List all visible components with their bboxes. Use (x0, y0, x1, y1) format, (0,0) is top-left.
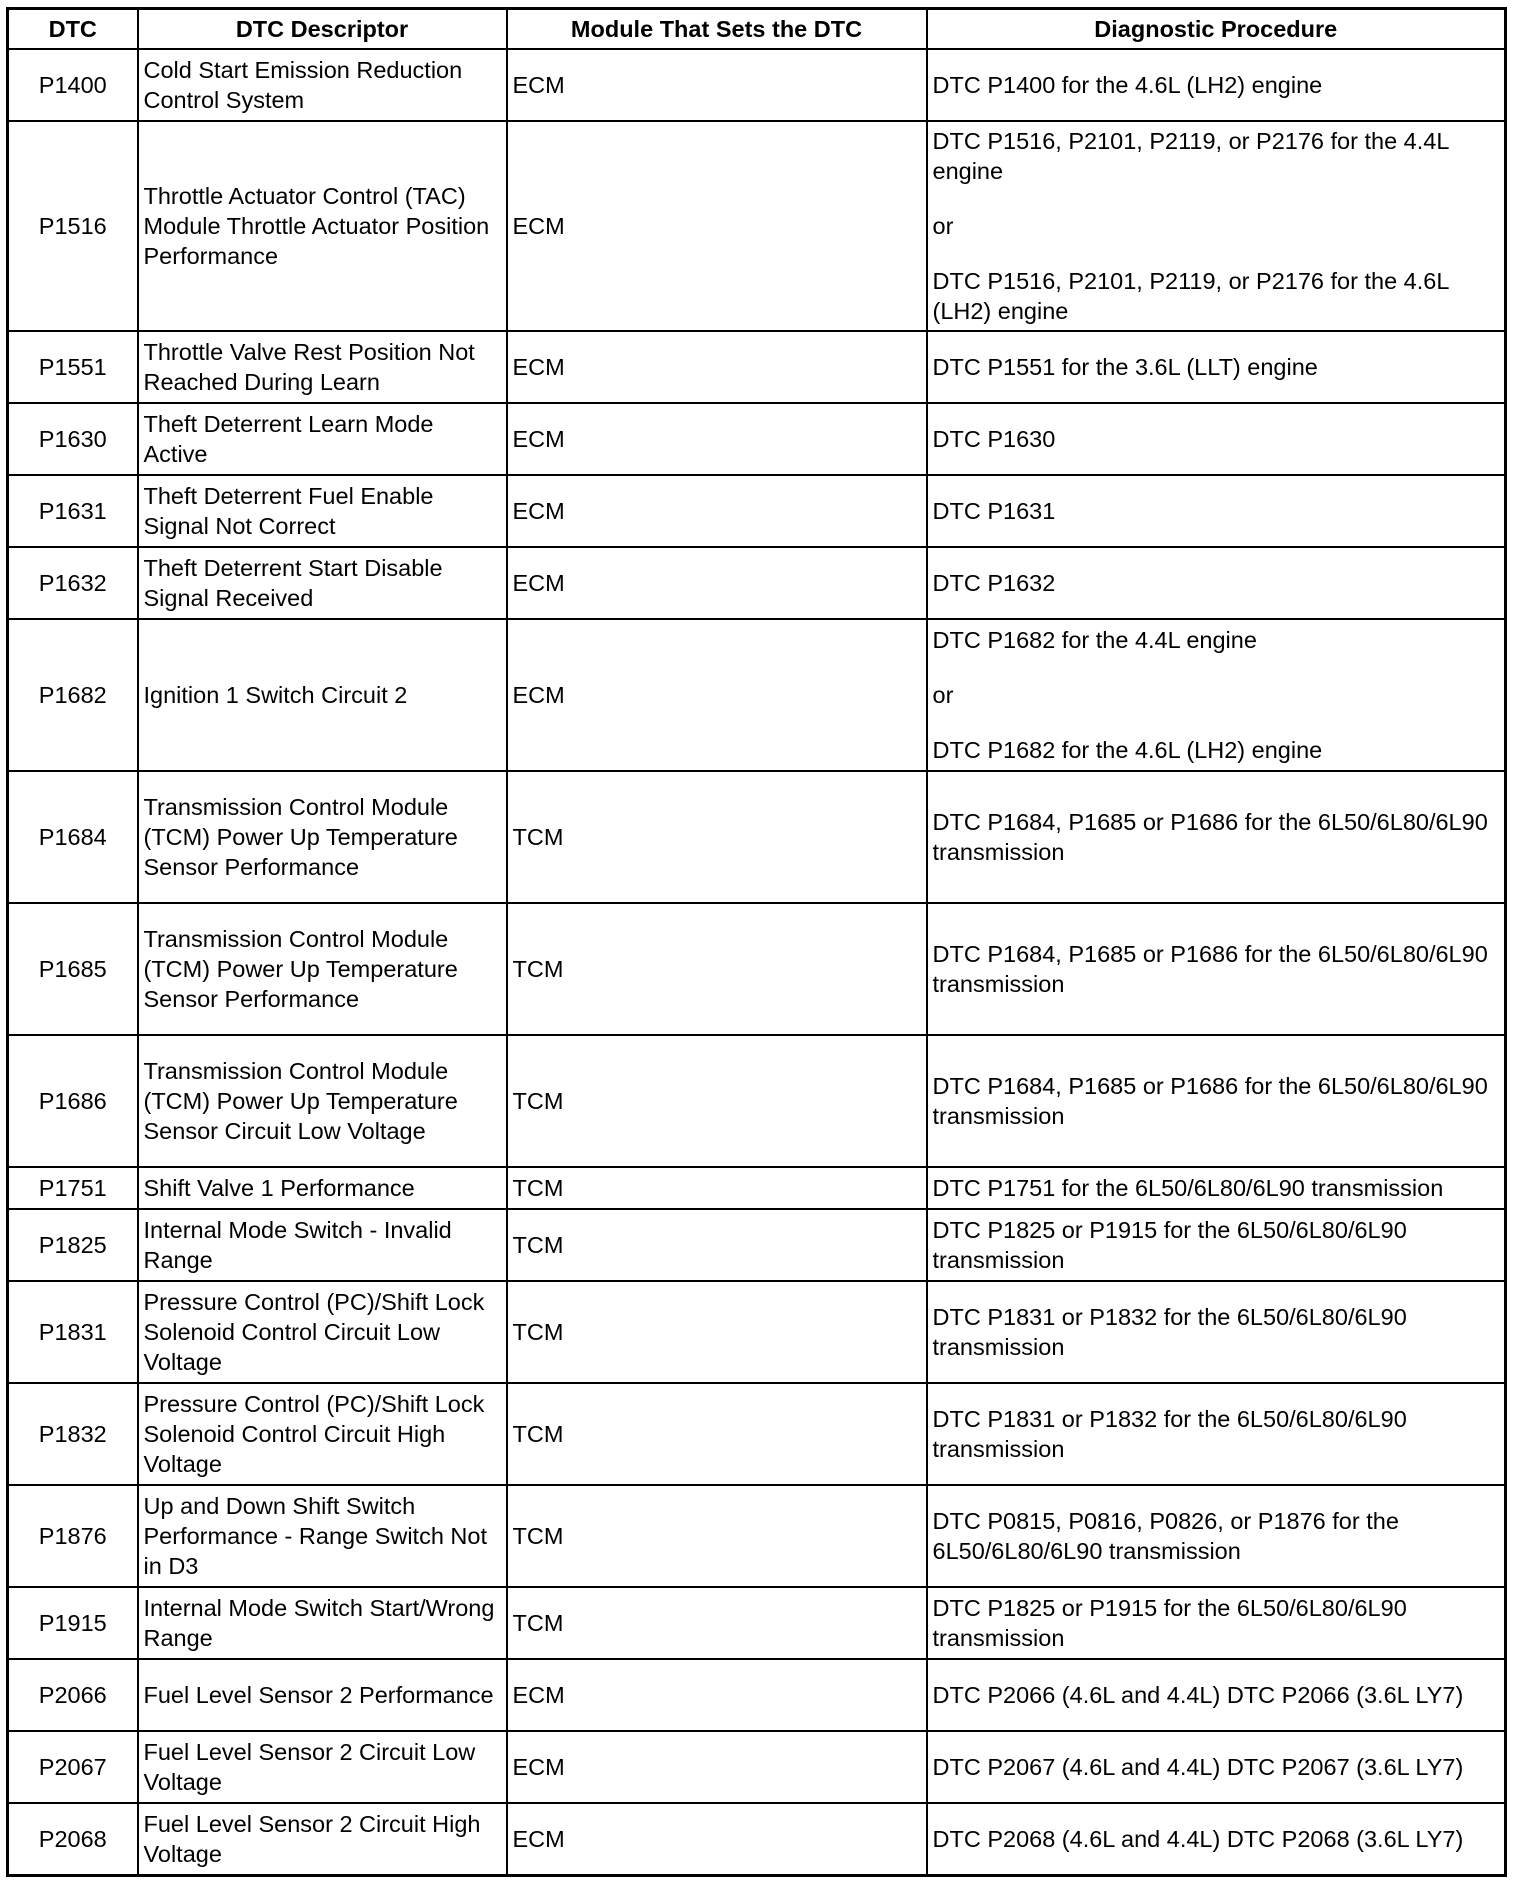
module-cell: ECM (507, 619, 927, 771)
procedure-text: DTC P1632 (932, 570, 1056, 596)
dtc-descriptor-cell: Fuel Level Sensor 2 Performance (138, 1659, 507, 1731)
dtc-code-cell: P1876 (8, 1485, 138, 1587)
table-row (8, 1485, 1506, 1587)
procedure-spacer (933, 186, 1500, 211)
dtc-descriptor-cell: Pressure Control (PC)/Shift Lock Solenoid Control Circuit High Voltage (138, 1383, 507, 1485)
diagnostic-procedure-cell (927, 331, 1506, 403)
dtc-code-cell: P1516 (8, 121, 138, 331)
dtc-descriptor-cell: Transmission Control Module (TCM) Power Up Temperature Sensor Performance (138, 903, 507, 1035)
dtc-code-cell: P1825 (8, 1209, 138, 1281)
procedure-text: DTC P1684, P1685 or P1686 for the 6L50/6L80/6L90 transmission (932, 809, 1488, 865)
procedure-text: DTC P1682 for the 4.4L engine (932, 627, 1257, 653)
table-row (8, 403, 1506, 475)
diagnostic-procedure-cell (927, 547, 1506, 619)
dtc-descriptor-cell: Cold Start Emission Reduction Control System (138, 49, 507, 121)
dtc-code-cell: P1682 (8, 619, 138, 771)
dtc-descriptor-cell: Shift Valve 1 Performance (138, 1167, 507, 1209)
table-row (8, 1035, 1506, 1167)
module-cell: ECM (507, 403, 927, 475)
diagnostic-procedure-cell (927, 475, 1506, 547)
module-cell: TCM (507, 1035, 927, 1167)
dtc-descriptor-cell: Internal Mode Switch Start/Wrong Range (138, 1587, 507, 1659)
procedure-spacer (933, 241, 1500, 266)
diagnostic-procedure-cell (927, 1659, 1506, 1731)
module-cell: TCM (507, 1209, 927, 1281)
dtc-descriptor-cell: Ignition 1 Switch Circuit 2 (138, 619, 507, 771)
dtc-table-body (8, 49, 1506, 1875)
dtc-code-cell: P1631 (8, 475, 138, 547)
module-cell: ECM (507, 475, 927, 547)
procedure-text: DTC P0815, P0816, P0826, or P1876 for the 6L50/6L80/6L90 transmission (932, 1508, 1399, 1564)
dtc-table-container (6, 7, 1504, 1877)
dtc-code-cell: P2068 (8, 1803, 138, 1875)
header-module: Module That Sets the DTC (507, 9, 927, 50)
dtc-code-cell: P1832 (8, 1383, 138, 1485)
header-diagnostic-procedure: Diagnostic Procedure (927, 9, 1506, 50)
table-row (8, 1587, 1506, 1659)
procedure-text: DTC P1825 or P1915 for the 6L50/6L80/6L90 transmission (932, 1217, 1407, 1273)
dtc-code-cell: P1915 (8, 1587, 138, 1659)
dtc-code-cell: P1632 (8, 547, 138, 619)
dtc-code-cell: P2067 (8, 1731, 138, 1803)
dtc-descriptor-cell: Throttle Actuator Control (TAC) Module Throttle Actuator Position Performance (138, 121, 507, 331)
dtc-descriptor-cell: Theft Deterrent Learn Mode Active (138, 403, 507, 475)
table-row (8, 619, 1506, 771)
table-row (8, 121, 1506, 331)
procedure-text: or (932, 213, 954, 239)
dtc-table (6, 7, 1507, 1877)
dtc-descriptor-cell: Throttle Valve Rest Position Not Reached During Learn (138, 331, 507, 403)
module-cell: TCM (507, 1485, 927, 1587)
diagnostic-procedure-cell (927, 619, 1506, 771)
dtc-descriptor-cell: Transmission Control Module (TCM) Power Up Temperature Sensor Circuit Low Voltage (138, 1035, 507, 1167)
diagnostic-procedure-cell (927, 121, 1506, 331)
dtc-descriptor-cell: Theft Deterrent Start Disable Signal Received (138, 547, 507, 619)
procedure-text: DTC P1551 for the 3.6L (LLT) engine (932, 354, 1318, 380)
table-row (8, 547, 1506, 619)
diagnostic-procedure-cell (927, 903, 1506, 1035)
module-cell: TCM (507, 1167, 927, 1209)
diagnostic-procedure-cell (927, 1731, 1506, 1803)
module-cell: ECM (507, 547, 927, 619)
table-row (8, 1383, 1506, 1485)
procedure-text: DTC P1630 (932, 426, 1056, 452)
diagnostic-procedure-cell (927, 1035, 1506, 1167)
dtc-code-cell: P1686 (8, 1035, 138, 1167)
header-dtc-descriptor: DTC Descriptor (138, 9, 507, 50)
procedure-text: DTC P1831 or P1832 for the 6L50/6L80/6L90 transmission (932, 1406, 1407, 1462)
table-row (8, 475, 1506, 547)
dtc-descriptor-cell: Pressure Control (PC)/Shift Lock Solenoid Control Circuit Low Voltage (138, 1281, 507, 1383)
procedure-text: DTC P1684, P1685 or P1686 for the 6L50/6L80/6L90 transmission (932, 941, 1488, 997)
module-cell: TCM (507, 771, 927, 903)
procedure-text: DTC P1825 or P1915 for the 6L50/6L80/6L90 transmission (932, 1595, 1407, 1651)
header-row (8, 9, 1506, 50)
diagnostic-procedure-cell (927, 771, 1506, 903)
dtc-code-cell: P1400 (8, 49, 138, 121)
diagnostic-procedure-cell (927, 403, 1506, 475)
dtc-code-cell: P1630 (8, 403, 138, 475)
diagnostic-procedure-cell (927, 1485, 1506, 1587)
procedure-text: DTC P1516, P2101, P2119, or P2176 for the 4.4L engine (932, 128, 1449, 184)
module-cell: ECM (507, 1659, 927, 1731)
dtc-descriptor-cell: Theft Deterrent Fuel Enable Signal Not Correct (138, 475, 507, 547)
table-row (8, 331, 1506, 403)
module-cell: TCM (507, 1281, 927, 1383)
dtc-code-cell: P1551 (8, 331, 138, 403)
diagnostic-procedure-cell (927, 49, 1506, 121)
table-row (8, 903, 1506, 1035)
procedure-text: DTC P1400 for the 4.6L (LH2) engine (932, 72, 1323, 98)
procedure-spacer (933, 710, 1500, 735)
procedure-text: DTC P1751 for the 6L50/6L80/6L90 transmission (932, 1175, 1444, 1201)
diagnostic-procedure-cell (927, 1281, 1506, 1383)
procedure-spacer (933, 655, 1500, 680)
dtc-descriptor-cell: Fuel Level Sensor 2 Circuit High Voltage (138, 1803, 507, 1875)
dtc-code-cell: P1685 (8, 903, 138, 1035)
procedure-text: DTC P1516, P2101, P2119, or P2176 for the 4.6L (LH2) engine (932, 268, 1449, 324)
module-cell: ECM (507, 121, 927, 331)
procedure-text: DTC P1631 (932, 498, 1056, 524)
table-row (8, 1167, 1506, 1209)
dtc-descriptor-cell: Transmission Control Module (TCM) Power Up Temperature Sensor Performance (138, 771, 507, 903)
diagnostic-procedure-cell (927, 1383, 1506, 1485)
module-cell: ECM (507, 1731, 927, 1803)
module-cell: ECM (507, 331, 927, 403)
procedure-text: or (932, 682, 954, 708)
module-cell: TCM (507, 903, 927, 1035)
module-cell: ECM (507, 1803, 927, 1875)
header-dtc: DTC (8, 9, 138, 50)
procedure-text: DTC P1682 for the 4.6L (LH2) engine (932, 737, 1323, 763)
table-row (8, 1659, 1506, 1731)
procedure-text: DTC P2066 (4.6L and 4.4L) DTC P2066 (3.6L LY7) (932, 1682, 1464, 1708)
dtc-table-header (8, 9, 1506, 50)
module-cell: ECM (507, 49, 927, 121)
table-row (8, 49, 1506, 121)
dtc-code-cell: P1831 (8, 1281, 138, 1383)
procedure-text: DTC P1831 or P1832 for the 6L50/6L80/6L90 transmission (932, 1304, 1407, 1360)
dtc-code-cell: P1684 (8, 771, 138, 903)
module-cell: TCM (507, 1383, 927, 1485)
diagnostic-procedure-cell (927, 1167, 1506, 1209)
module-cell: TCM (507, 1587, 927, 1659)
dtc-descriptor-cell: Fuel Level Sensor 2 Circuit Low Voltage (138, 1731, 507, 1803)
dtc-code-cell: P1751 (8, 1167, 138, 1209)
procedure-text: DTC P2068 (4.6L and 4.4L) DTC P2068 (3.6L LY7) (932, 1825, 1464, 1852)
table-row (8, 1281, 1506, 1383)
diagnostic-procedure-cell (927, 1803, 1506, 1875)
table-row (8, 1209, 1506, 1281)
table-row (8, 1731, 1506, 1803)
dtc-descriptor-cell: Internal Mode Switch - Invalid Range (138, 1209, 507, 1281)
diagnostic-procedure-cell (927, 1209, 1506, 1281)
dtc-descriptor-cell: Up and Down Shift Switch Performance - Range Switch Not in D3 (138, 1485, 507, 1587)
table-row (8, 771, 1506, 903)
procedure-text: DTC P1684, P1685 or P1686 for the 6L50/6L80/6L90 transmission (932, 1073, 1488, 1129)
dtc-code-cell: P2066 (8, 1659, 138, 1731)
procedure-text: DTC P2067 (4.6L and 4.4L) DTC P2067 (3.6L LY7) (932, 1754, 1464, 1780)
table-row (8, 1803, 1506, 1875)
diagnostic-procedure-cell (927, 1587, 1506, 1659)
